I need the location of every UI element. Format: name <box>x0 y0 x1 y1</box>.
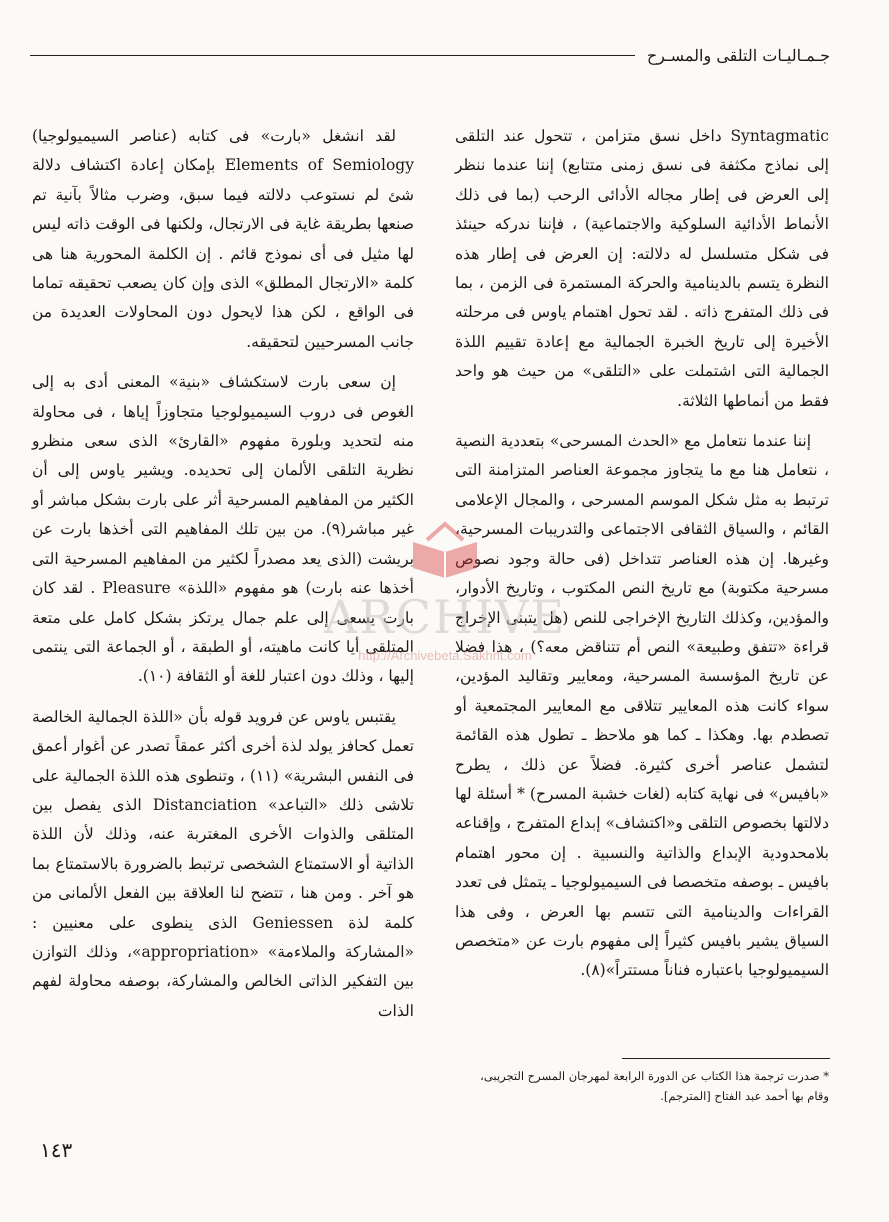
page-number: ١٤٣ <box>40 1138 73 1162</box>
right-paragraph: إننا عندما نتعامل مع «الحدث المسرحى» بتعددية النصية ، نتعامل هنا مع ما يتجاوز مجموعة العناصر المتزامنة التى ترتبط به مثل شكل الموسم المسرحى ، والمجال الإعلامى القائم ، والسياق الثقافى الاجتماعى والتدريبات المسرحية، وغيرها. إن هذه العناصر تتداخل (فى حالة وجود نصوص مسرحية مكتوبة) مع تاريخ النص المكتوب ، وتاريخ الأدوار، والمؤدين، وكذلك التاريخ الإخراجى للنص (هل يتبنى الإخراج قراءة «تتفق وطبيعة» النص أم تتناقض معه؟) ، هذا فضلا عن تاريخ المؤسسة المسرحية، ومعايير وتقاليد المؤدين، سواء كانت هذه المعايير تتلاقى مع المعايير المجتمعية أو تصطدم بها. وهكذا ـ كما هو ملاحظ ـ تطول هذه القائمة لتشمل عناصر أخرى كثيرة. فضلاً عن ذلك ، يطرح «بافيس» فى نهاية كتابه (لغات خشبة المسرح) * أسئلة لها دلالتها بخصوص التلقى و«اكتشاف» إبداع المتفرج ، وإقناعه بلامحدودية الإبداع والذاتية والنسبية . إن محور اهتمام بافيس ـ بوصفه متخصصا فى السيميولوجيا ـ يتمثل فى تعدد القراءات والدينامية التى تتسم بها العرض ، وفى هذا السياق يشير بافيس كثيراً إلى مفهوم بارت عن «متخصص السيميولوجيا باعتباره فناناً مستتراً»(٨). <box>455 432 829 980</box>
footnote-line: وقام بها أحمد عبد الفتاح [المترجم]. <box>660 1089 829 1103</box>
right-paragraph: Syntagmatic داخل نسق متزامن ، تتحول عند التلقى إلى نماذج مكثفة فى نسق زمنى متتابع) إننا عندما ننظر إلى العرض فى إطار مجاله الأدائى الرحب (بما فى ذلك الأنماط الأدائية السلوكية والاجتماعية) ، فإننا ندركه حينئذ فى شكل متسلسل له دلالته: إن العرض فى إطار هذه النظرة يتسم بالدينامية والحركة المستمرة فى الزمن ، بما فى ذلك المتفرج ذاته . لقد تحول اهتمام ياوس فى مرحلته الأخيرة إلى تاريخ الخبرة الجمالية مع إعادة تقييم اللذة الجمالية التى اشتملت على «التلقى» من حيث هو واحد فقط من أنماطها الثلاثة. <box>455 127 829 410</box>
header-rule <box>30 55 635 56</box>
left-paragraph: لقد انشغل «بارت» فى كتابه (عناصر السيميولوجيا) Elements of Semiology بإمكان إعادة اكتشاف دلالة شئ لم نستوعب دلالته فيما سبق، وضرب مثالاً بآنية تم صنعها بطريقة غاية فى الارتجال، ولكنها فى الوقت ذاته ليس لها مثيل فى أى نموذج قائم . إن الكلمة المحورية هنا هى كلمة «الارتجال المطلق» الذى وإن كان يصعب تحقيقه تماما فى الواقع ، لكن هذا لايحول دون المحاولات العديدة من جانب المسرحيين لتحقيقه. <box>32 127 414 351</box>
watermark-text: ARCHIVE <box>323 590 567 644</box>
left-column <box>32 122 414 1037</box>
header-title: جـمـاليـات التلقى والمسـرح <box>646 45 830 65</box>
footnote <box>455 1066 829 1106</box>
left-paragraph: يقتبس ياوس عن فرويد قوله بأن «اللذة الجمالية الخالصة تعمل كحافز يولد لذة أخرى أكثر عمقاً تصدر عن أغوار أعمق فى النفس البشرية» (١١) ، وتنطوى هذه اللذة الجمالية على تلاشى ذلك «التباعد» Distanciation الذى يفصل بين المتلقى والذوات الأخرى المغتربة عنه، وذلك لأن اللذة الذاتية أو الاستمتاع الشخصى ترتبط بالضرورة بالاستمتاع بما هو آخر . ومن هنا ، تتضح لنا العلاقة بين الفعل الألمانى من كلمة لذة Geniessen الذى ينطوى على معنيين : «المشاركة والملاءمة» «appropriation»، وذلك التوازن بين التفكير الذاتى الخالص والمشاركة، بوصفه محاولة لفهم الذات <box>32 707 414 1020</box>
right-column <box>455 122 829 997</box>
running-header <box>30 40 830 70</box>
footnote-line: * صدرت ترجمة هذا الكتاب عن الدورة الرابعة لمهرجان المسرح التجريبى، <box>480 1069 829 1083</box>
watermark-url[interactable]: http://Archivebeta.Sakhrit.com <box>358 648 532 663</box>
footnote-rule <box>622 1058 830 1059</box>
left-paragraph: إن سعى بارت لاستكشاف «بنية» المعنى أدى به إلى الغوص فى دروب السيميولوجيا متجاوزاً إياها ، فى محاولة منه لتحديد وبلورة مفهوم «القارئ» الذى سعى منظرو نظرية التلقى الألمان إلى تحديده. ويشير ياوس إلى أن الكثير من المفاهيم المسرحية أثر على بارت بشكل مباشر أو غير مباشر(٩). من بين تلك المفاهيم التى أخذها بارت عن بريشت (الذى يعد مصدراً لكثير من المفاهيم المسرحية التى أخذها عنه بارت) هو مفهوم «اللذة» Pleasure . لقد كان بارت يسعى إلى علم جمال يرتكز بشكل كامل على متعة المتلقى أيا كانت ماهيته، أو الطبقة ، أو الجماعة التى ينتمى إليها ، وذلك دون اعتبار للغة أو الثقافة (١٠). <box>32 373 414 686</box>
